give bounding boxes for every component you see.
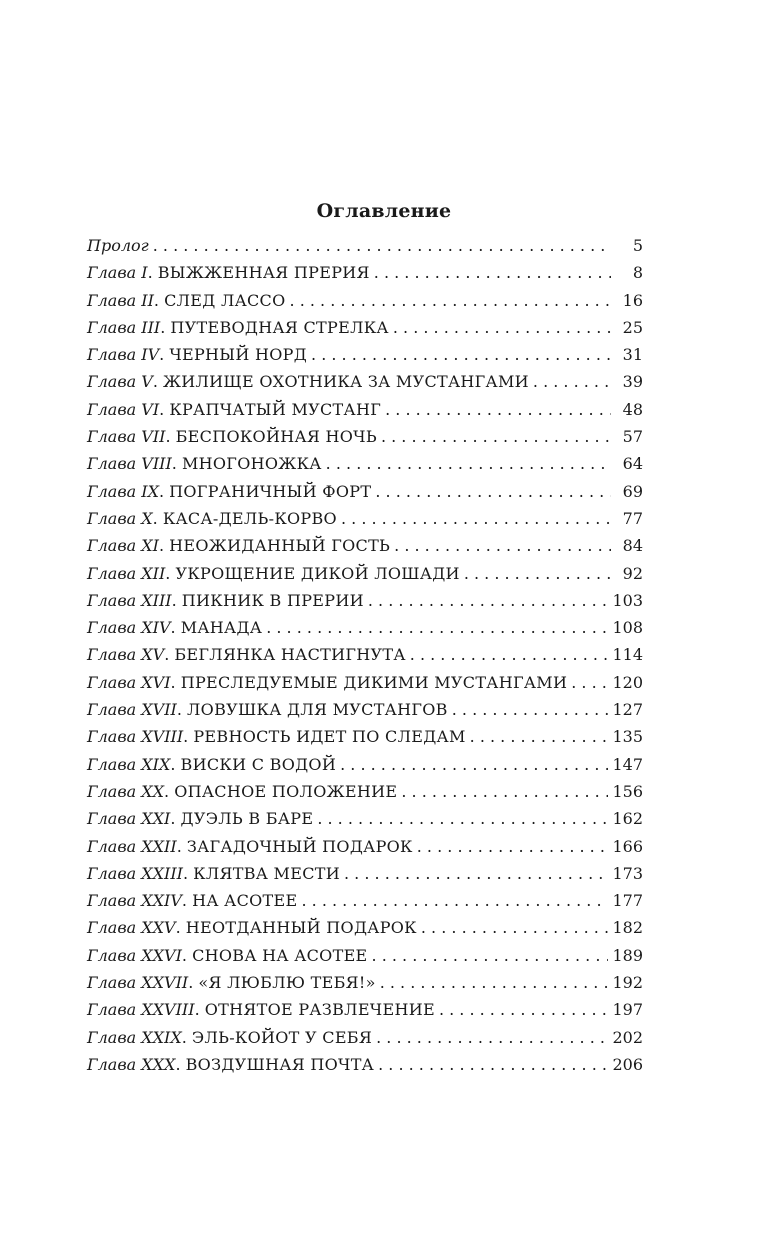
- toc-entry[interactable]: [87, 236, 643, 263]
- toc-chapter-number: Глава XXVIII: [87, 1000, 195, 1020]
- toc-separator: .: [159, 399, 170, 419]
- toc-entry-label: [87, 973, 376, 992]
- toc-entry-label: [87, 1055, 374, 1074]
- toc-page-number: 206: [612, 1054, 643, 1074]
- toc-entry[interactable]: [87, 837, 643, 864]
- toc-entry-label: [87, 891, 297, 910]
- toc-separator: .: [183, 727, 194, 747]
- toc-entry[interactable]: [87, 864, 643, 891]
- toc-page-number: 162: [612, 809, 643, 829]
- toc-entry[interactable]: [87, 263, 643, 290]
- toc-chapter-number: Глава XIII: [87, 590, 172, 610]
- toc-page-number: 189: [612, 945, 643, 965]
- toc-chapter-title: ПУТЕВОДНАЯ СТРЕЛКА: [170, 317, 389, 337]
- toc-chapter-number: Глава VI: [87, 399, 160, 419]
- toc-leader-dots: [452, 700, 609, 719]
- toc-leader-dots: [153, 236, 611, 255]
- toc-entry[interactable]: [87, 755, 643, 782]
- toc-page-number: 173: [612, 863, 643, 883]
- toc-separator: .: [170, 618, 181, 638]
- toc-chapter-number: Глава VII: [87, 427, 166, 447]
- toc-chapter-number: Глава XVIII: [87, 727, 184, 747]
- toc-entry-label: [87, 291, 286, 310]
- toc-entry-label: [87, 509, 337, 528]
- toc-entry-label: [87, 482, 371, 501]
- toc-chapter-title: ЭЛЬ-КОЙОТ У СЕБЯ: [191, 1027, 373, 1047]
- toc-page-number: 31: [622, 345, 643, 365]
- toc-chapter-number: Глава XIV: [87, 618, 171, 638]
- toc-leader-dots: [385, 400, 611, 419]
- toc-entry-label: [87, 1000, 435, 1019]
- toc-entry[interactable]: [87, 509, 643, 536]
- toc-entry-label: [87, 427, 377, 446]
- toc-chapter-title: НЕОТДАННЫЙ ПОДАРОК: [185, 918, 417, 938]
- toc-entry[interactable]: [87, 427, 643, 454]
- toc-leader-dots: [378, 1055, 608, 1074]
- toc-entry-label: [87, 591, 364, 610]
- toc-page-number: 8: [632, 263, 643, 283]
- toc-page-number: 84: [622, 536, 643, 556]
- toc-entry[interactable]: [87, 782, 643, 809]
- toc-entry-label: [87, 564, 460, 583]
- toc-separator: .: [147, 263, 158, 283]
- toc-chapter-title: ОПАСНОЕ ПОЛОЖЕНИЕ: [174, 781, 398, 801]
- toc-chapter-title: ПИКНИК В ПРЕРИИ: [181, 590, 364, 610]
- toc-chapter-title: ЖИЛИЩЕ ОХОТНИКА ЗА МУСТАНГАМИ: [162, 372, 529, 392]
- toc-chapter-number: Глава XX: [87, 781, 165, 801]
- toc-page-number: 120: [612, 672, 643, 692]
- toc-entry-label: [87, 755, 336, 774]
- toc-chapter-title: «Я ЛЮБЛЮ ТЕБЯ!»: [198, 973, 376, 993]
- toc-separator: .: [194, 1000, 205, 1020]
- toc-chapter-number: Глава IX: [87, 481, 159, 501]
- toc-chapter-number: Глава XXV: [87, 918, 176, 938]
- toc-leader-dots: [533, 372, 611, 391]
- toc-entry-label: [87, 918, 417, 937]
- toc-chapter-title: ПРЕСЛЕДУЕМЫЕ ДИКИМИ МУСТАНГАМИ: [180, 672, 568, 692]
- toc-separator: .: [170, 672, 181, 692]
- toc-chapter-number: Глава X: [87, 508, 153, 528]
- toc-chapter-number: Глава XXI: [87, 809, 171, 829]
- toc-leader-dots: [317, 809, 608, 828]
- toc-leader-dots: [417, 837, 609, 856]
- toc-leader-dots: [290, 291, 611, 310]
- toc-chapter-title: ВЫЖЖЕННАЯ ПРЕРИЯ: [157, 263, 370, 283]
- toc-chapter-number: Глава I: [87, 263, 148, 283]
- toc-chapter-title: ЗАГАДОЧНЫЙ ПОДАРОК: [186, 836, 413, 856]
- toc-chapter-number: Глава XXX: [87, 1054, 176, 1074]
- toc-entry[interactable]: [87, 973, 643, 1000]
- toc-leader-dots: [340, 755, 608, 774]
- toc-chapter-number: Глава III: [87, 317, 161, 337]
- toc-leader-dots: [380, 973, 609, 992]
- toc-chapter-title: СЛЕД ЛАССО: [164, 290, 286, 310]
- toc-chapter-number: Глава XV: [87, 645, 165, 665]
- toc-leader-dots: [301, 891, 608, 910]
- toc-entry-label: [87, 263, 370, 282]
- toc-entry-label: [87, 1028, 372, 1047]
- toc-page-number: 92: [622, 563, 643, 583]
- toc-separator: .: [175, 918, 186, 938]
- toc-chapter-title: МНОГОНОЖКА: [181, 454, 322, 474]
- toc-entry[interactable]: [87, 673, 643, 700]
- toc-leader-dots: [311, 345, 611, 364]
- toc-entry[interactable]: [87, 618, 643, 645]
- toc-entry-label: [87, 454, 322, 473]
- toc-chapter-number: Глава XII: [87, 563, 166, 583]
- toc-page-number: 182: [612, 918, 643, 938]
- toc-separator: .: [188, 973, 199, 993]
- toc-chapter-title: МАНАДА: [180, 618, 263, 638]
- toc-entry[interactable]: [87, 1028, 643, 1055]
- toc-page-number: 197: [612, 1000, 643, 1020]
- toc-entry-label: [87, 727, 466, 746]
- toc-leader-dots: [470, 727, 609, 746]
- toc-chapter-title: НА АСОТЕЕ: [192, 891, 298, 911]
- toc-separator: .: [170, 809, 181, 829]
- toc-entry[interactable]: [87, 891, 643, 918]
- toc-leader-dots: [266, 618, 608, 637]
- toc-page-number: 39: [622, 372, 643, 392]
- toc-separator: .: [165, 427, 176, 447]
- toc-chapter-title: СНОВА НА АСОТЕЕ: [192, 945, 368, 965]
- toc-entry[interactable]: [87, 1055, 643, 1082]
- toc-leader-dots: [393, 318, 611, 337]
- toc-separator: .: [171, 454, 182, 474]
- toc-chapter-title: ОТНЯТОЕ РАЗВЛЕЧЕНИЕ: [204, 1000, 435, 1020]
- toc-entry[interactable]: [87, 564, 643, 591]
- toc-leader-dots: [374, 263, 611, 282]
- toc-separator: .: [152, 508, 163, 528]
- toc-entry-label: [87, 837, 413, 856]
- toc-leader-dots: [372, 946, 609, 965]
- toc-page-number: 5: [632, 236, 643, 255]
- toc-chapter-title: ЛОВУШКА ДЛЯ МУСТАНГОВ: [187, 700, 448, 720]
- toc-chapter-number: Глава XI: [87, 536, 159, 556]
- toc-chapter-number: Глава XXIV: [87, 891, 182, 911]
- toc-chapter-title: ВИСКИ С ВОДОЙ: [180, 754, 337, 774]
- toc-page-number: 48: [622, 399, 643, 419]
- toc-entry[interactable]: [87, 400, 643, 427]
- toc-separator: .: [175, 1054, 186, 1074]
- toc-chapter-title: НЕОЖИДАННЫЙ ГОСТЬ: [169, 536, 391, 556]
- toc-chapter-number: Глава IV: [87, 345, 160, 365]
- toc-page-number: 156: [612, 781, 643, 801]
- toc-entry-label: [87, 318, 389, 337]
- toc-entry-label: [87, 400, 381, 419]
- toc-leader-dots: [381, 427, 611, 446]
- toc-entry-label: [87, 946, 368, 965]
- toc-entry[interactable]: [87, 727, 643, 754]
- toc-chapter-title: КРАПЧАТЫЙ МУСТАНГ: [169, 399, 382, 419]
- toc-entry-label: [87, 700, 448, 719]
- toc-page-number: 166: [612, 836, 643, 856]
- toc-page-number: 114: [612, 645, 643, 665]
- toc-chapter-number: Глава XXIII: [87, 863, 183, 883]
- toc-leader-dots: [394, 536, 611, 555]
- toc-entry-label: [87, 809, 313, 828]
- toc-entry-label: [87, 618, 262, 637]
- toc-leader-dots: [344, 864, 608, 883]
- toc-separator: .: [158, 481, 170, 501]
- toc-page-number: 64: [622, 454, 643, 474]
- toc-entry[interactable]: [87, 454, 643, 481]
- toc-entry-label: [87, 372, 529, 391]
- toc-chapter-title: УКРОЩЕНИЕ ДИКОЙ ЛОШАДИ: [175, 563, 460, 583]
- toc-leader-dots: [464, 564, 611, 583]
- toc-entry[interactable]: [87, 482, 643, 509]
- toc-separator: .: [181, 945, 193, 965]
- toc-chapter-number: Глава XXII: [87, 836, 177, 856]
- toc-heading: Оглавление: [316, 200, 452, 222]
- toc-chapter-title: РЕВНОСТЬ ИДЕТ ПО СЛЕДАМ: [193, 727, 466, 747]
- toc-entry[interactable]: [87, 345, 643, 372]
- toc-chapter-number: Глава XVI: [87, 672, 171, 692]
- toc-entry[interactable]: [87, 318, 643, 345]
- toc-list: [87, 236, 643, 1082]
- toc-separator: .: [152, 372, 163, 392]
- toc-separator: .: [158, 536, 170, 556]
- toc-page-number: 25: [622, 317, 643, 337]
- toc-entry-label: [87, 345, 307, 364]
- toc-page-number: 69: [622, 481, 643, 501]
- toc-separator: .: [170, 754, 181, 774]
- toc-entry-label: [87, 536, 390, 555]
- toc-leader-dots: [375, 482, 611, 501]
- toc-chapter-number: Глава XIX: [87, 754, 171, 774]
- toc-separator: .: [164, 781, 175, 801]
- toc-chapter-title: ДУЭЛЬ В БАРЕ: [180, 809, 314, 829]
- toc-chapter-number: Пролог: [87, 236, 149, 255]
- toc-entry[interactable]: [87, 918, 643, 945]
- toc-entry-label: [87, 782, 397, 801]
- toc-separator: .: [181, 1027, 192, 1047]
- toc-chapter-number: Глава II: [87, 290, 154, 310]
- toc-entry[interactable]: [87, 372, 643, 399]
- toc-chapter-number: Глава XXIX: [87, 1027, 182, 1047]
- toc-entry[interactable]: [87, 1000, 643, 1027]
- toc-leader-dots: [439, 1000, 609, 1019]
- toc-page-number: 177: [612, 891, 643, 911]
- toc-separator: .: [176, 700, 188, 720]
- toc-separator: .: [160, 317, 171, 337]
- toc-page-number: 103: [612, 590, 643, 610]
- toc-entry[interactable]: [87, 591, 643, 618]
- toc-leader-dots: [368, 591, 609, 610]
- toc-page-number: 192: [612, 973, 643, 993]
- toc-separator: .: [171, 590, 182, 610]
- toc-entry-label: [87, 236, 149, 255]
- toc-leader-dots: [410, 645, 609, 664]
- toc-chapter-title: ЧЕРНЫЙ НОРД: [169, 345, 308, 365]
- toc-entry[interactable]: [87, 536, 643, 563]
- toc-chapter-number: Глава XXVI: [87, 945, 182, 965]
- toc-entry-label: [87, 673, 567, 692]
- toc-page-number: 135: [612, 727, 643, 747]
- toc-entry[interactable]: [87, 946, 643, 973]
- toc-entry[interactable]: [87, 700, 643, 727]
- toc-entry-label: [87, 864, 340, 883]
- toc-chapter-number: Глава V: [87, 372, 153, 392]
- toc-page-number: 127: [612, 700, 643, 720]
- toc-page-number: 16: [622, 290, 643, 310]
- toc-entry[interactable]: [87, 291, 643, 318]
- toc-chapter-title: КАСА-ДЕЛЬ-КОРВО: [162, 508, 337, 528]
- toc-chapter-title: ВОЗДУШНАЯ ПОЧТА: [185, 1054, 375, 1074]
- toc-page-number: 108: [612, 618, 643, 638]
- toc-separator: .: [164, 645, 175, 665]
- toc-leader-dots: [376, 1028, 608, 1047]
- toc-separator: .: [165, 563, 176, 583]
- toc-entry[interactable]: [87, 809, 643, 836]
- toc-separator: .: [181, 891, 193, 911]
- toc-chapter-title: БЕГЛЯНКА НАСТИГНУТА: [174, 645, 406, 665]
- toc-leader-dots: [341, 509, 611, 528]
- toc-chapter-number: Глава XXVII: [87, 973, 189, 993]
- toc-separator: .: [153, 290, 165, 310]
- toc-chapter-title: БЕСПОКОЙНАЯ НОЧЬ: [175, 427, 377, 447]
- toc-entry-label: [87, 645, 406, 664]
- toc-page-number: 202: [612, 1027, 643, 1047]
- toc-entry[interactable]: [87, 645, 643, 672]
- toc-leader-dots: [571, 673, 608, 692]
- toc-separator: .: [176, 836, 187, 856]
- toc-page-number: 147: [612, 754, 643, 774]
- toc-leader-dots: [421, 918, 609, 937]
- toc-page-number: 77: [622, 508, 643, 528]
- toc-separator: .: [183, 863, 194, 883]
- toc-page-number: 57: [622, 427, 643, 447]
- toc-leader-dots: [326, 454, 611, 473]
- toc-chapter-number: Глава VIII: [87, 454, 172, 474]
- toc-chapter-title: КЛЯТВА МЕСТИ: [193, 863, 340, 883]
- toc-chapter-number: Глава XVII: [87, 700, 177, 720]
- toc-chapter-title: ПОГРАНИЧНЫЙ ФОРТ: [169, 481, 372, 501]
- toc-leader-dots: [401, 782, 608, 801]
- toc-separator: .: [159, 345, 170, 365]
